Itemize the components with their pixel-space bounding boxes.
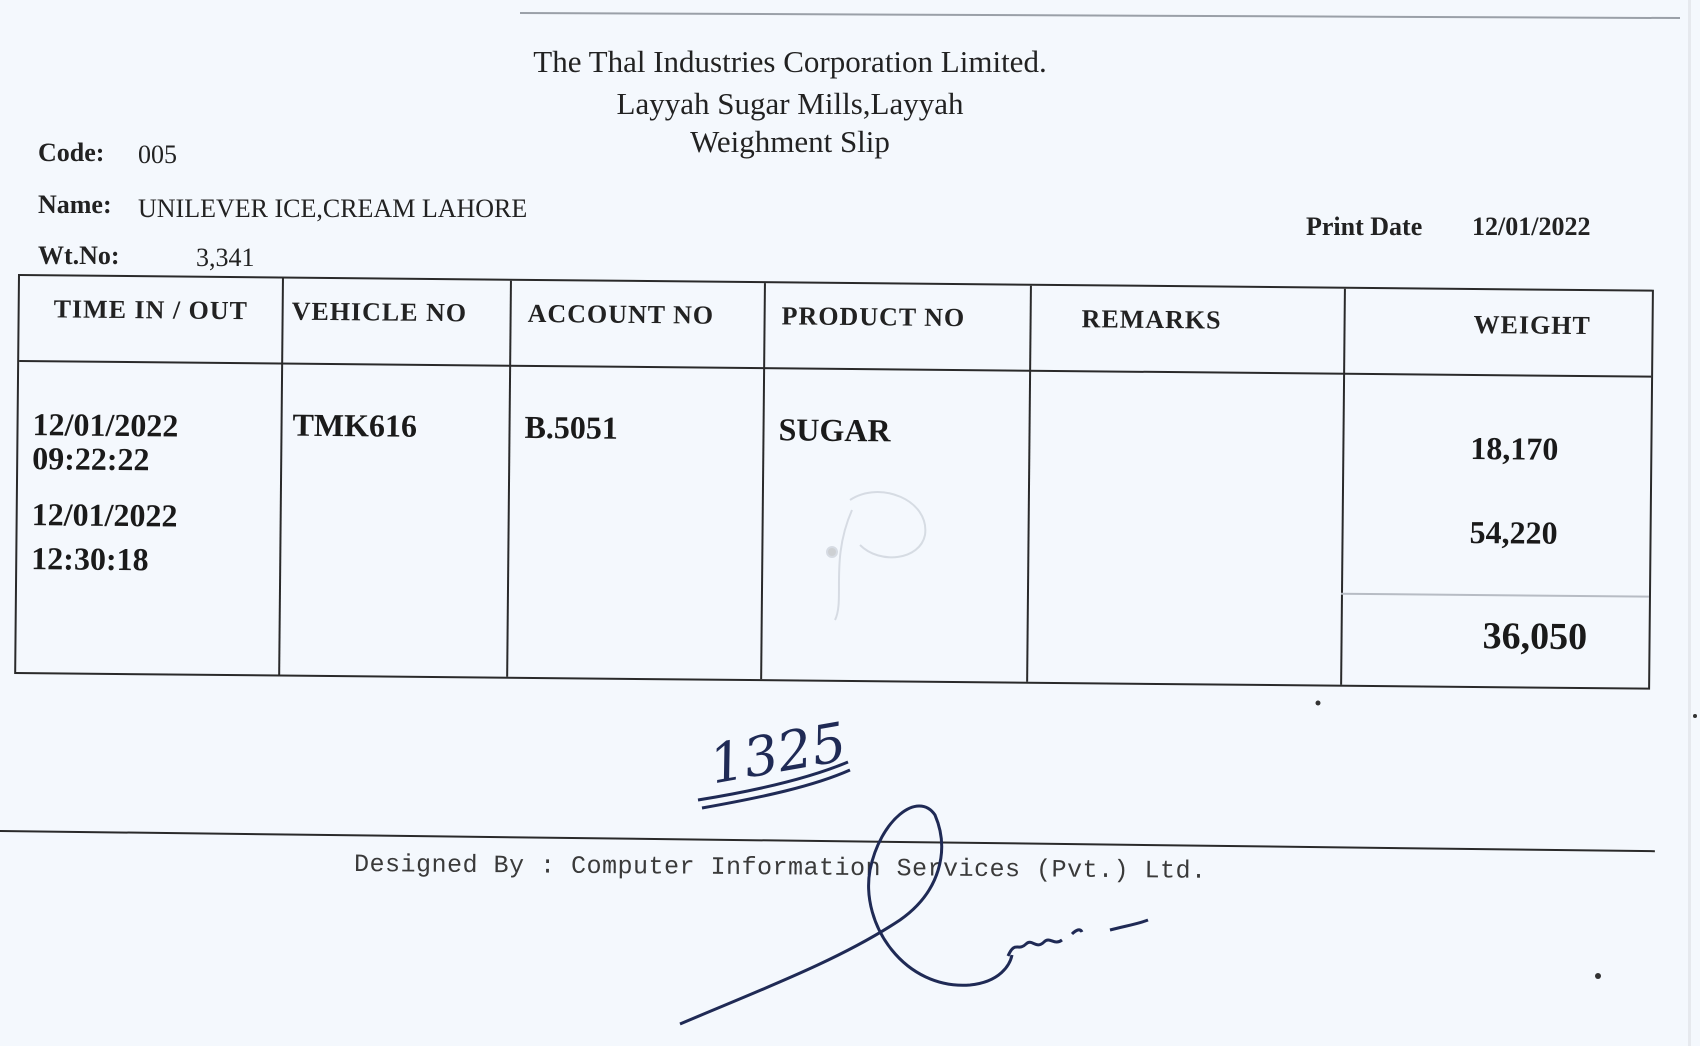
- faint-stamp-mark: [827, 492, 925, 620]
- header-product: PRODUCT NO: [781, 301, 966, 333]
- header-account: ACCOUNT NO: [527, 298, 715, 330]
- time-in-date: 12/01/2022: [32, 406, 179, 444]
- weight-first: 18,170: [1470, 429, 1559, 467]
- print-date-value: 12/01/2022: [1472, 212, 1591, 241]
- handwritten-number-text: 1325: [704, 710, 851, 797]
- header-weight: WEIGHT: [1473, 309, 1591, 341]
- time-in-time: 09:22:22: [32, 440, 150, 478]
- header-vehicle: VEHICLE NO: [291, 296, 468, 328]
- product-no: SUGAR: [778, 411, 891, 449]
- time-out-time: 12:30:18: [31, 540, 149, 578]
- account-no: B.5051: [524, 408, 619, 446]
- weight-net: 36,050: [1482, 615, 1588, 659]
- handwritten-number: [698, 710, 851, 808]
- vehicle-no: TMK616: [292, 406, 418, 444]
- weight-second: 54,220: [1469, 513, 1558, 551]
- header-remarks: REMARKS: [1081, 304, 1222, 335]
- signature: [680, 806, 1148, 1024]
- name-label: Name:: [38, 190, 112, 219]
- code-value: 005: [138, 140, 177, 169]
- name-value: UNILEVER ICE,CREAM LAHORE: [138, 194, 528, 223]
- print-date-label: Print Date: [1306, 212, 1423, 241]
- company-name: The Thal Industries Corporation Limited.: [533, 44, 1047, 79]
- designed-by: Designed By : Computer Information Services (Pvt.) Ltd.: [353, 850, 1207, 886]
- header-time: TIME IN / OUT: [53, 294, 249, 326]
- document-title: Weighment Slip: [690, 124, 890, 159]
- wt-no-value: 3,341: [196, 243, 255, 272]
- wt-no-label: Wt.No:: [38, 241, 120, 270]
- time-out-date: 12/01/2022: [31, 496, 178, 534]
- mill-name: Layyah Sugar Mills,Layyah: [616, 86, 964, 121]
- code-label: Code:: [38, 138, 105, 167]
